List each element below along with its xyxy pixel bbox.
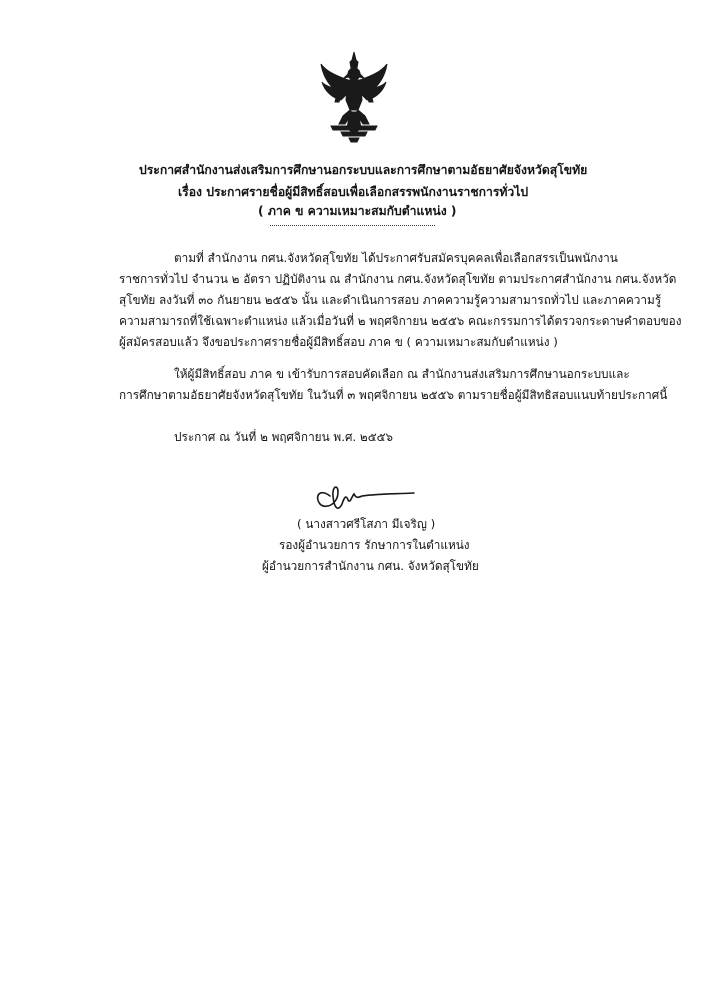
dotted-divider [270,225,435,226]
garuda-emblem-icon [319,50,389,146]
paragraph1-line2: ราชการทั่วไป จำนวน ๒ อัตรา ปฏิบัติงาน ณ สำนักงาน กศน.จังหวัดสุโขทัย ตามประกาศสำนักงาน กศน.จังหวัด [119,272,677,286]
paragraph2-line1: ให้ผู้มีสิทธิ์สอบ ภาค ข เข้ารับการสอบคัดเลือก ณ สำนักงานส่งเสริมการศึกษานอกระบบและ [174,367,630,381]
paragraph2-line2: การศึกษาตามอัธยาศัยจังหวัดสุโขทัย ในวันที่ ๓ พฤศจิกายน ๒๕๕๖ ตามรายชื่อผู้มีสิทธิสอบแนบท้ายประกาศนี้ [119,388,668,402]
announcement-date: ประกาศ ณ วันที่ ๒ พฤศจิกายน พ.ศ. ๒๕๕๖ [174,430,394,444]
handwritten-signature [308,474,418,514]
signer-name: ( นางสาวศรีโสภา มีเจริญ ) [297,517,436,531]
document-title-line1: ประกาศสำนักงานส่งเสริมการศึกษานอกระบบและการศึกษาตามอัธยาศัยจังหวัดสุโขทัย [139,163,588,177]
signer-position: รองผู้อำนวยการ รักษาการในตำแหน่ง [279,538,470,552]
document-subtitle: ( ภาค ข ความเหมาะสมกับตำแหน่ง ) [258,204,457,218]
signer-office: ผู้อำนวยการสำนักงาน กศน. จังหวัดสุโขทัย [262,559,479,573]
paragraph1-line1: ตามที่ สำนักงาน กศน.จังหวัดสุโขทัย ได้ประกาศรับสมัครบุคคลเพื่อเลือกสรรเป็นพนักงาน [174,251,618,265]
paragraph1-line5: ผู้สมัครสอบแล้ว จึงขอประกาศรายชื่อผู้มีสิทธิ์สอบ ภาค ข ( ความเหมาะสมกับตำแหน่ง ) [119,335,558,349]
document-subject: เรื่อง ประกาศรายชื่อผู้มีสิทธิ์สอบเพื่อเลือกสรรพนักงานราชการทั่วไป [178,185,529,199]
paragraph1-line4: ความสามารถที่ใช้เฉพาะตำแหน่ง แล้วเมื่อวันที่ ๒ พฤศจิกายน ๒๕๕๖ คณะกรรมการได้ตรวจกระดาษคำตอบของ [119,314,682,328]
paragraph1-line3: สุโขทัย ลงวันที่ ๓๐ กันยายน ๒๕๕๖ นั้น และดำเนินการสอบ ภาคความรู้ความสามารถทั่วไป และภาคความรู้ [119,293,662,307]
